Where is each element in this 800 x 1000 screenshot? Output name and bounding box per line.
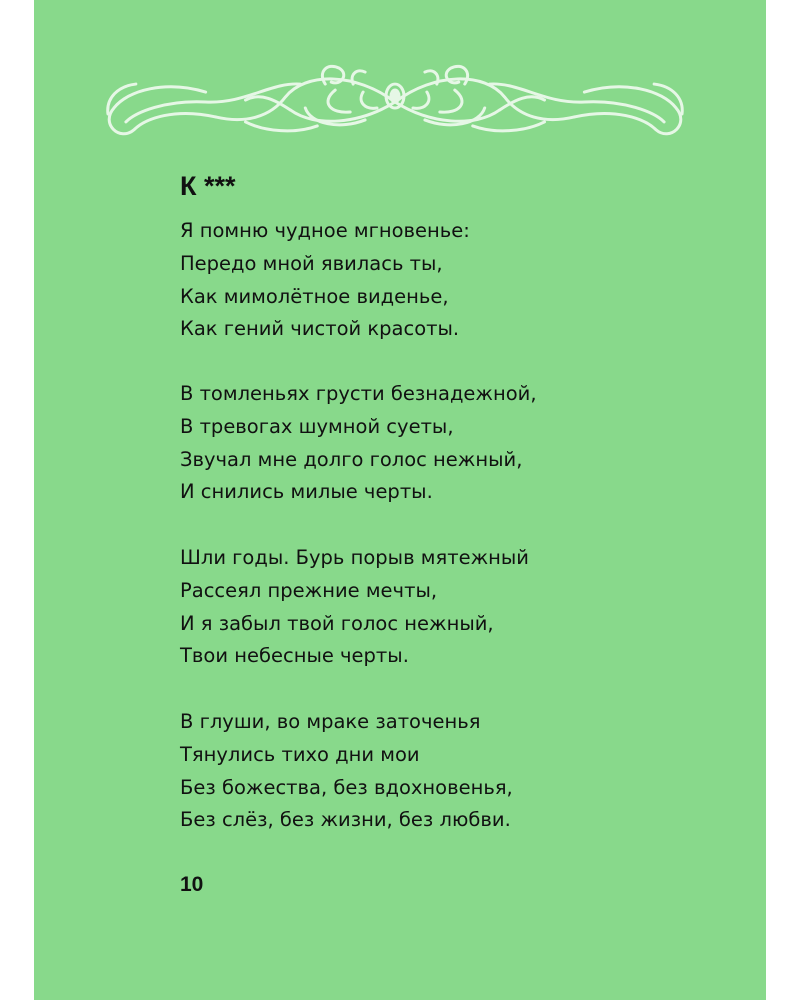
poem-line: И снились милые черты. [180, 480, 433, 504]
poem-title: К *** [180, 171, 236, 201]
poem-line: Я помню чудное мгновенье: [180, 219, 470, 242]
stanza-2 [180, 378, 537, 509]
poem-line: В томленьях грусти безнадежной, [180, 382, 537, 405]
poem-line: Без божества, без вдохновенья, [180, 775, 513, 799]
poem-line: Шли годы. Бурь порыв мятежный [180, 546, 529, 569]
poem-line: Как гений чистой красоты. [180, 317, 460, 341]
poem-line: Рассеял прежние мечты, [180, 578, 438, 602]
poem-line: Передо мной явилась ты, [180, 251, 443, 275]
poem-line: Как мимолётное виденье, [180, 284, 449, 308]
poem-line: Звучал мне долго голос нежный, [180, 447, 523, 471]
page-number: 10 [180, 873, 204, 896]
decorative-scroll-ornament-icon [96, 62, 694, 142]
book-page [34, 0, 766, 1000]
stanza-1 [180, 215, 470, 346]
poem-line: В глуши, во мраке заточенья [180, 710, 481, 733]
poem-line: Тянулись тихо дни мои [180, 742, 420, 766]
poem-line: В тревогах шумной суеты, [180, 414, 454, 438]
poem-line: Твои небесные черты. [180, 644, 409, 668]
poem-line: Без слёз, без жизни, без любви. [180, 808, 511, 832]
stanza-4 [180, 706, 513, 837]
poem-line: И я забыл твой голос нежный, [180, 611, 494, 635]
stanza-3 [180, 542, 529, 673]
